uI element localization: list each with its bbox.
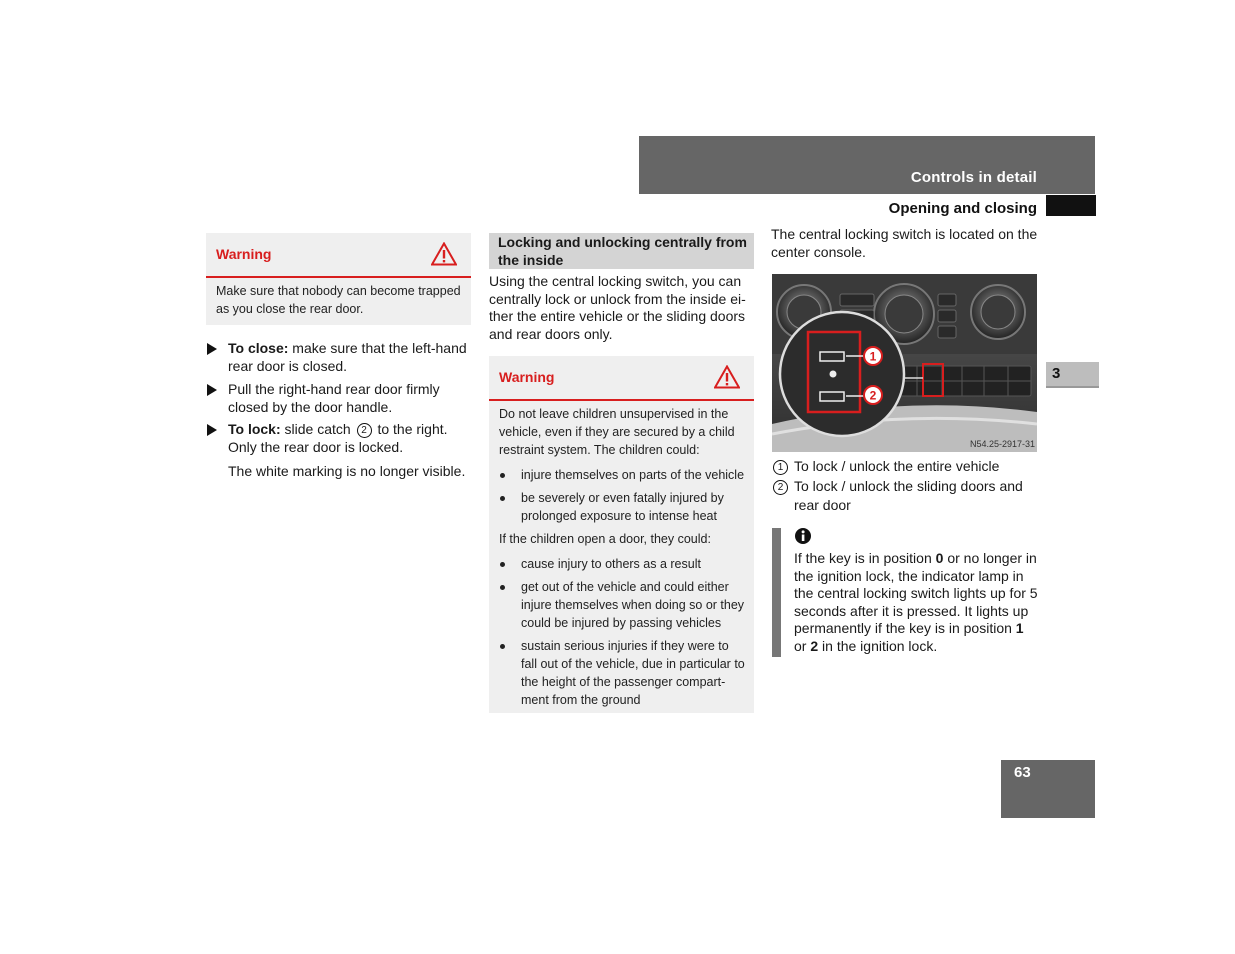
arrow-icon <box>207 424 217 436</box>
note-key-position: 0 <box>935 550 944 566</box>
callout-legend <box>773 458 1043 515</box>
info-note-text <box>794 550 1039 655</box>
rear-door-warning <box>206 233 471 325</box>
svg-text:1: 1 <box>869 349 877 364</box>
note-text: in the ignition lock. <box>818 637 938 654</box>
note-text: If the key is in position <box>794 550 936 566</box>
children-warning <box>489 356 754 713</box>
step-text: make sure that the left-hand rear door is closed. <box>228 340 467 374</box>
warning-intro: Do not leave children unsupervised in the vehicle, even if they are secured by a child restraint system. The children could: <box>499 407 735 457</box>
callout-marker: 2 <box>773 480 788 495</box>
subheading: Locking and unlocking centrally from the inside <box>498 234 747 268</box>
legend-text: To lock / unlock the sliding doors and rear door <box>794 477 1023 513</box>
warning-title: Warning <box>216 246 272 262</box>
svg-text:2: 2 <box>869 388 877 403</box>
warning-header <box>206 233 471 278</box>
chapter-tab-light <box>1068 362 1099 388</box>
arrow-icon <box>207 384 217 396</box>
list-item: get out of the vehicle and could either injure themselves when doing so or they could be injured by passing vehicles <box>499 578 746 632</box>
section-marker <box>1046 195 1096 216</box>
list-item: sustain serious injuries if they were to fall out of the vehicle, due in particular to the height of the passenger compart-ment from the ground <box>499 637 746 709</box>
location-text: The central locking switch is located on the center console. <box>771 226 1038 260</box>
warning-text: Make sure that nobody can become trapped as you close the rear door. <box>216 284 461 316</box>
warning-body <box>489 401 754 709</box>
step-close <box>207 340 472 375</box>
step-text: to the right. Only the rear door is locked. <box>228 421 448 455</box>
chapter-number: 3 <box>1052 365 1061 382</box>
warning-triangle-icon <box>714 365 740 389</box>
note-text: or <box>794 637 811 654</box>
list-item: cause injury to others as a result <box>499 555 746 573</box>
list-item: injure themselves on parts of the vehicle <box>499 466 746 484</box>
callout-marker: 2 <box>357 423 372 438</box>
note-key-position: 1 <box>1015 620 1024 636</box>
note-bar <box>772 528 781 657</box>
legend-text: To lock / unlock the entire vehicle <box>794 458 1000 474</box>
step-label: To close: <box>228 340 289 356</box>
legend-item-1 <box>773 458 1043 476</box>
step-pull <box>207 381 472 416</box>
warning-triangle-icon <box>431 242 457 266</box>
warning-header <box>489 356 754 401</box>
step-lock <box>207 421 472 456</box>
step-result: The white marking is no longer visible. <box>228 463 466 479</box>
intro-paragraph: Using the central locking switch, you can centrally lock or unlock from the inside ei-ther the entire vehicle or the sliding doors and rear doors only. <box>489 273 746 342</box>
arrow-icon <box>207 343 217 355</box>
page-number: 63 <box>1014 764 1031 781</box>
section-title: Opening and closing <box>888 200 1037 217</box>
center-console-photo <box>772 274 1037 452</box>
chapter-tab-line <box>1046 386 1099 388</box>
warning-mid: If the children open a door, they could: <box>499 532 711 546</box>
info-icon <box>794 527 814 545</box>
step-text: slide catch <box>280 421 355 437</box>
chapter-title: Controls in detail <box>910 169 1037 186</box>
step-text: Pull the right-hand rear door firmly closed by the door handle. <box>228 381 440 415</box>
note-key-position: 2 <box>810 637 819 654</box>
callout-marker: 1 <box>773 460 788 475</box>
legend-item-2 <box>773 477 1043 515</box>
list-item: be severely or even fatally injured by prolonged exposure to intense heat <box>499 489 746 525</box>
note-text: or no longer in the ignition lock, the indicator lamp in the central locking switch lights up for 5 seconds after it is pressed. It lights up permanently if the key is in position <box>794 550 1038 636</box>
step-label: To lock: <box>228 421 281 437</box>
figure-code: N54.25-2917-31 <box>970 439 1036 449</box>
warning-title: Warning <box>499 369 555 385</box>
